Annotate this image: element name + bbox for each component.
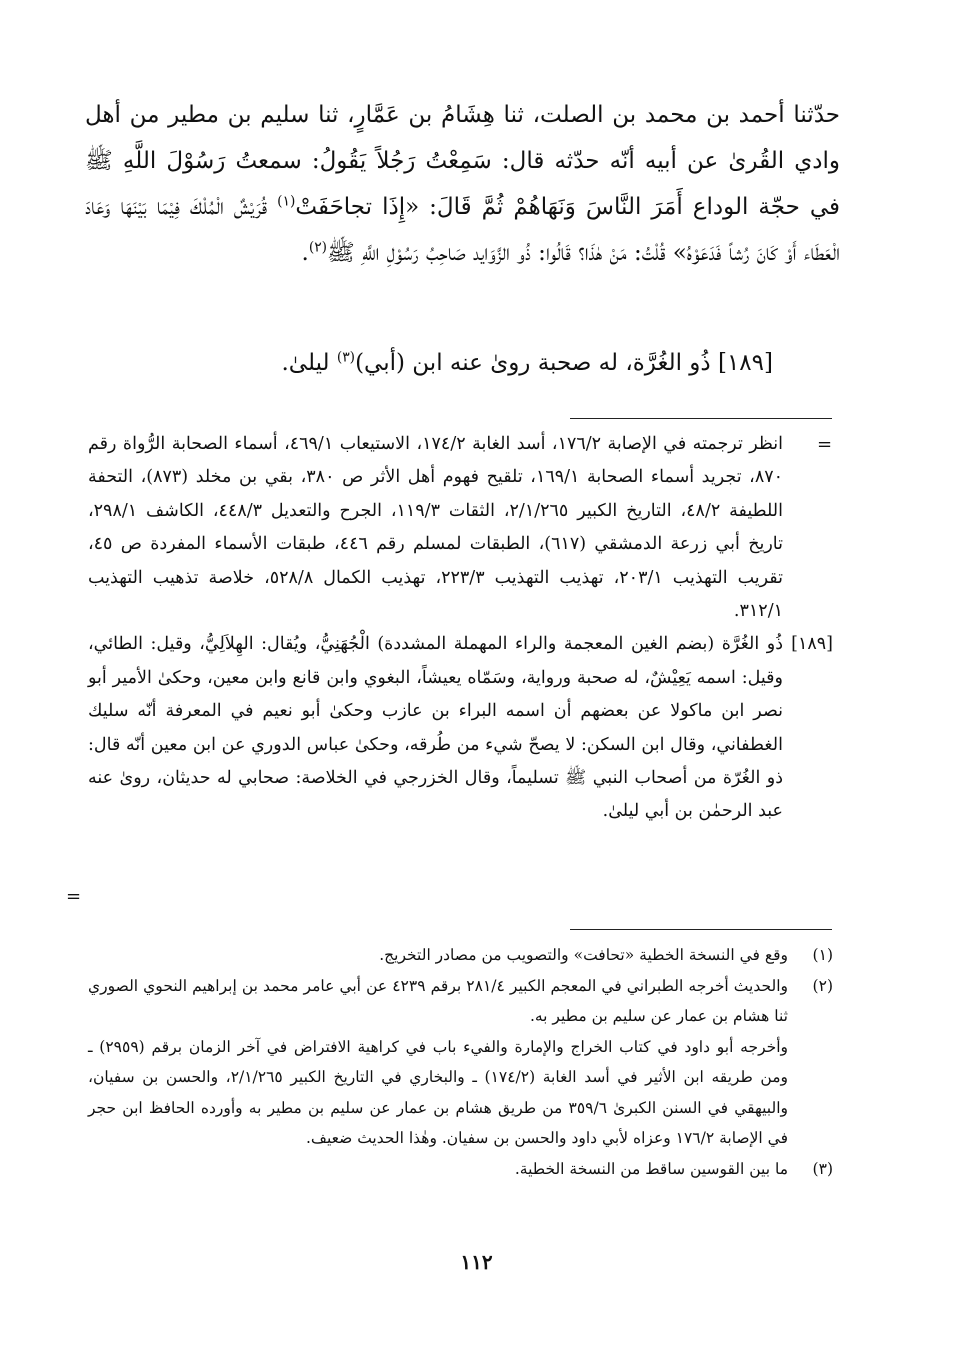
- commentary-text: انظر ترجمته في الإصابة ١٧٦/٢، أسد الغابة ١٧٤/٢، الاستيعاب ٤٦٩/١، أسماء الصحابة الرُّواة رقم ٨٧٠، تجريد أسماء الصحابة ١٦٩/١، تلقيح فهوم أهل الأثر ص ٣٨٠، بقي بن مخلد (٨٧٣)، التحفة اللطيفة ٤٨/٢، التاريخ الكبير ٢/١/٢٦٥، الثقات ١١٩/٣، الجرح والتعديل ٤٤٨/٣، الكاشف ٢٩٨/١، تاريخ أبي زرعة الدمشقي (٦١٧)، الطبقات لمسلم رقم ٤٤٦، طبقات الأسماء المفردة ص ٤٥، تقريب التهذيب ٢٠٣/١، تهذيب التهذيب ٢٢٣/٣، تهذيب الكمال ٥٢٨/٨، خلاصة تذهيب التهذيب ٣١٢/١.: [88, 434, 784, 622]
- commentary-divider: [570, 418, 832, 419]
- entry-title-end: ليلىٰ.: [281, 350, 330, 376]
- hadith-paragraph: [85, 92, 840, 276]
- footnote-ref-1[interactable]: (١): [277, 193, 296, 210]
- commentary-block: [88, 428, 833, 628]
- entry-heading: [282, 340, 774, 386]
- entry-number: [١٨٩]: [717, 350, 773, 376]
- footnote-mark: [788, 1032, 833, 1154]
- hadith-main-text: [85, 92, 840, 276]
- footnote-ref-2[interactable]: (٢): [308, 239, 328, 256]
- footnote-item: [88, 971, 833, 1032]
- footnote-text: ما بين القوسين ساقط من النسخة الخطية.: [514, 1159, 788, 1178]
- hadith-text-part2: قُرَيْشٌ الْمُلْكَ فِيْمَا بَيْنَهَا وَعَادَ الْعَطَاء أَوْ كَانَ رُشاً فَدَعَوْهُ» قُلْتُ: مَنْ هٰذَا؟ قَالُوا: ذُو الزَّوَايد صَاحِبُ رَسُوْلِ اللَّهِ ﷺ: [85, 194, 840, 266]
- footnote-mark: (١): [812, 946, 833, 964]
- footnote-ref-3[interactable]: (٣): [336, 349, 356, 366]
- commentary-text: ذُو الغُرَّة (بضم الغين المعجمة والراء المهملة المشددة) الْجُهَنِيُّ، ويُقال: الهِلاَلِيُّ، وقيل: الطائي، وقيل: اسمه يَعِيْشٌ، له صحبة ورواية، وسَمّاه يعيشاً، البغوي وابن قانع وابن معين، وحكىٰ الأمير أبو نصر ابن ماكولا عن بعضهم أن اسمه البراء بن عازب وحكىٰ أبو نعيم في المعرفة أنّه سليك الغطفاني، وقال ابن السكن: لا يصحّ شيء من طُرقه، وحكىٰ عباس الدوري عن ابن معين أنّه قال: ذو الغُرّة من أصحاب النبي ﷺ تسليماً، وقال الخزرجي في الخلاصة: صحابي له حديثان، روىٰ عنه عبد الرحمٰن بن أبي ليلىٰ.: [88, 634, 783, 822]
- footnote-text: وقع في النسخة الخطية «تحافت» والتصويب من مصادر التخريج.: [379, 946, 788, 964]
- commentary-block: [88, 628, 833, 828]
- footnotes-section: [88, 940, 833, 1184]
- footnote-mark: (٢): [812, 976, 833, 995]
- commentary-mark: [783, 428, 833, 628]
- footnote-item: [88, 1032, 833, 1154]
- continuation-mark-top: =: [817, 434, 833, 455]
- footnote-item: [88, 1154, 833, 1185]
- footnote-mark: (٣): [812, 1159, 833, 1178]
- footnote-text: والحديث أخرجه الطبراني في المعجم الكبير ٢٨١/٤ برقم ٤٢٣٩ عن أبي عامر محمد بن إبراهيم النحوي الصوري ثنا هشام بن عمار عن سليم بن مطير به.: [88, 976, 788, 1025]
- hadith-end-punct: .: [301, 240, 309, 266]
- footnote-item: [88, 940, 833, 971]
- hadith-text-part1: حدّثنا أحمد بن محمد بن الصلت، ثنا هِشَامُ بن عَمَّارٍ، ثنا سليم بن مطير من أهل وادي القُرىٰ عن أبيه أنّه حدّثه قال: سَمِعْتُ رَجُلاً يَقُولُ: سمعتُ رَسُوْلَ اللَّهِ ﷺ في حجّة الوداع أَمَرَ النَّاسَ وَنَهَاهُمْ ثُمَّ قَالَ: «إِذَا تجاحَفَتْ: [85, 102, 840, 220]
- commentary-section: [88, 428, 833, 829]
- footnote-text: وأخرجه أبو داود في كتاب الخراج والإمارة والفيء باب في كراهية الافتراض في آخر الزمان برقم (٢٩٥٩) ـ ومن طريقه ابن الأثير في أسد الغابة (١٧٤/٢) ـ والبخاري في التاريخ الكبير ٢/١/٢٦٥، والحسن بن سفيان، والبيهقي في السنن الكبرىٰ ٣٥٩/٦ من طريق هشام بن عمار عن سليم بن مطير به وأورده الحافظ ابن حجر في الإصابة ١٧٦/٢ وعزاه لأبي داود والحسن بن سفيان. وهٰذا الحديث ضعيف.: [88, 1037, 789, 1147]
- entry-title: ذُو الغُرَّة، له صحبة روىٰ عنه ابن (أبي): [355, 350, 711, 376]
- page-number: ١١٢: [460, 1250, 493, 1274]
- commentary-mark: [١٨٩]: [791, 634, 833, 655]
- footnotes-divider: [570, 929, 832, 930]
- continuation-mark-side: =: [66, 886, 82, 907]
